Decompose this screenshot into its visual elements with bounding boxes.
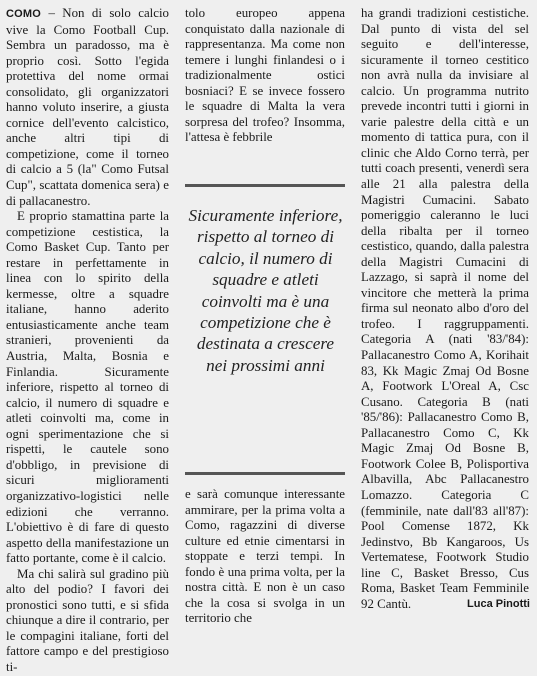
body-paragraph: tolo europeo appena conquistato dalla nazionale di rappresentanza. Ma come non temere i lunghi finlandesi o i tradizionalmente ostici bosniaci? E se invece fossero le squadre di Malta la vera sorpresa del trofeo? Insomma, l'attesa è febbrile xyxy=(185,6,345,145)
dateline-kicker: COMO xyxy=(6,8,42,20)
article-column-3 xyxy=(361,6,529,612)
lead-text: – Non di solo calcio vive la Como Football Cup. Sembra un paradosso, ma è proprio così. Sotto l'egida protettiva del nome ormai consolidato, gli organizzatori hanno voluto inserire, a giusta cornice dell'evento calcistico, anche altri tipi di competizione, come il torneo di calcio a 5 (la" Como Futsal Cup", scattata domenica sera) e di pallacanestro. xyxy=(6,6,169,208)
body-paragraph: E proprio stamattina parte la competizione cestistica, la Como Basket Cup. Tanto per restare in perfettamente in linea con lo spirito della kermesse, oltre a squadre italiane, hanno aderito entusiasticamente anche team stranieri, provenienti da Austria, Malta, Bosnia e Finlandia. Sicuramente inferiore, rispetto al torneo di calcio, il numero di squadre e atleti coinvolti ma, come in ogni sperimentazione che si rispetti, le cautele sono d'obbligo, in previsione di sicuri miglioramenti organizzativo-logistici nelle edizioni che verranno. L'obiettivo è di fare di questo aspetto della manifestazione un fatto portante, come è il calcio. xyxy=(6,209,169,566)
body-paragraph: Ma chi salirà sul gradino più alto del podio? I favori dei pronostici sono tutti, e si sfida chiunque a dire il contrario, per le compagini italiane, forti del fattore campo e del prestigioso ti- xyxy=(6,566,169,674)
pull-quote-bottom-rule xyxy=(185,472,345,475)
author-byline: Luca Pinotti xyxy=(467,598,530,610)
article-column-2-top xyxy=(185,6,345,146)
body-paragraph: ha grandi tradizioni cestistiche. Dal punto di vista del sel seguito e dell'interesse, sicuramente il torneo cestitico non avrà nulla da invisiare al calcio. Un programma nutrito prevede incontri tutti i giorni in varie palestre della città e un momento di tattica pura, con il clinic che Aldo Corno terrà, per tutti coach presenti, venerdì sera alle 21 alla palestra della Magistri Cumacini. Sabato pomeriggio caleranno le luci della ribalta per il torneo cestistico, quando, dalla palestra della Magistri Cumacini di Lazzago, si saprà il nome del vincitore che metterà la prima firma sul neonato albo d'oro del trofeo. I raggruppamenti. Categoria A (nati '83/'84): Pallacanestro Como A, Korihait 83, Kk Magic Zmaj Od Bosne A, Footwork L'Oreal A, Csc Cusano. Categoria B (nati '85/'86): Pallacanestro Como B, Pallacanestro Como C, Kk Magic Zmaj Od Bosne B, Footwork Colee B, Polisportiva Albavilla, Abc Pallacanestro Lomazzo. Categoria C (femminile, nate dall'83 all'87): Pool Comense 1872, Kk Jedinstvo, Bb Kangaroos, Us Vertematese, Footwork Studio line C, Basket Bresso, Cus Roma, Basket Team Femminile 92 Cantù. xyxy=(361,6,529,611)
article-column-1 xyxy=(6,6,169,676)
pull-quote-top-rule xyxy=(185,184,345,187)
lead-paragraph xyxy=(6,6,169,209)
article-column-2-bottom xyxy=(185,487,345,627)
pull-quote: Sicuramente inferiore, rispetto al torneo di calcio, il numero di squadre e atleti coinvolti ma è una competizione che è destinata a crescere nei prossimi anni xyxy=(188,206,343,375)
body-paragraph: e sarà comunque interessante ammirare, per la prima volta a Como, ragazzini di diverse culture ed etnie cimentarsi in stoppate e terzi tempi. In fondo è una prima volta, per la nostra città. E non è un caso che la cosa si svolga in un territorio che xyxy=(185,487,345,626)
